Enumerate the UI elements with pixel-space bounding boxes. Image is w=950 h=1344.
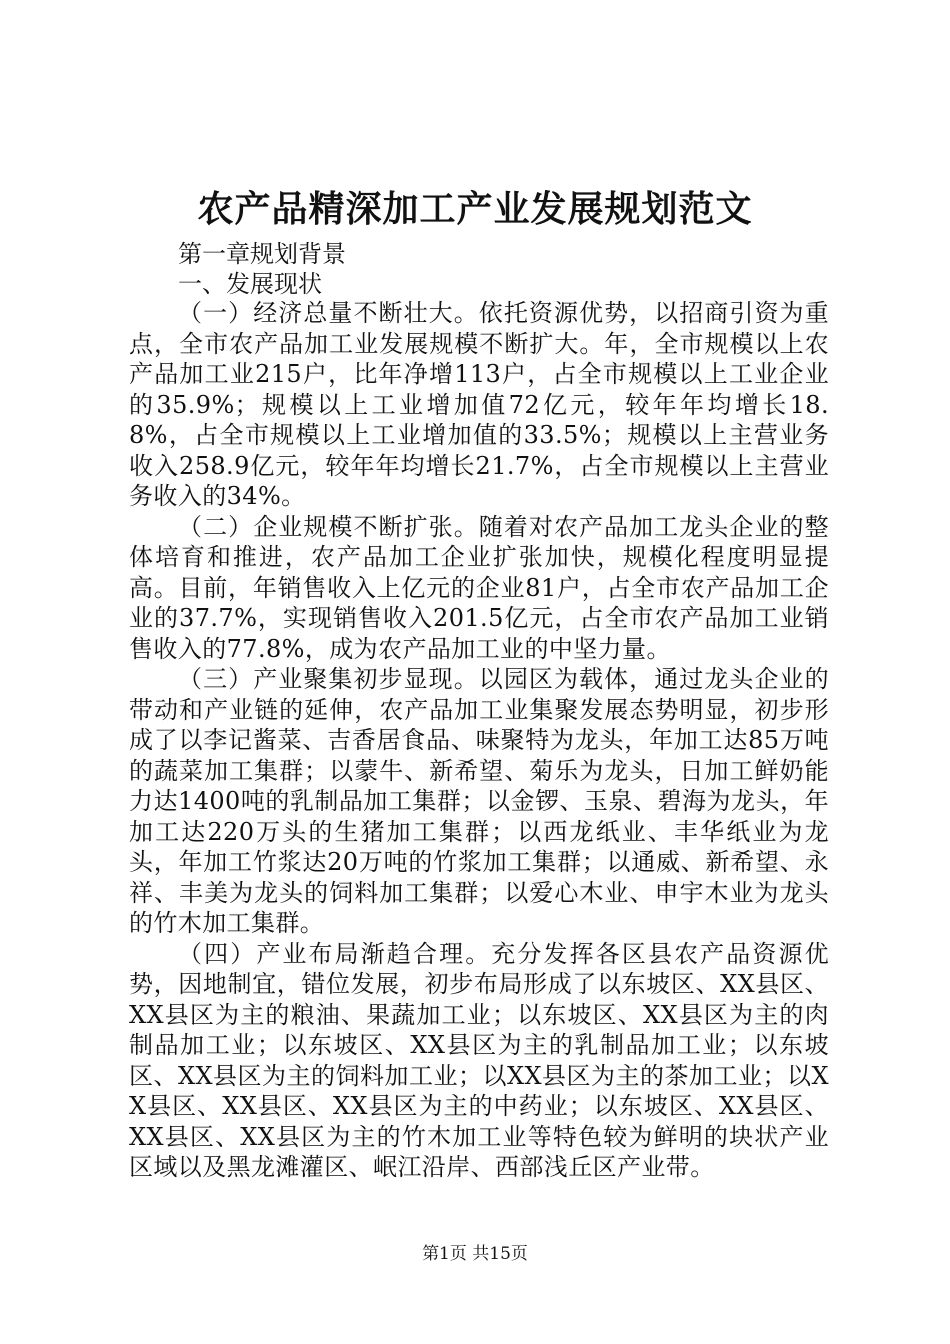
paragraph-enterprise-scale: （二）企业规模不断扩张。随着对农产品加工龙头企业的整体培育和推进，农产品加工企业扩张加快，规模化程度明显提高。目前，年销售收入上亿元的企业81户，占全市农产品加工企业的37.7%，实现销售收入201.5亿元，占全市农产品加工业销售收入的77.8%，成为农产品加工业的中坚力量。	[129, 512, 829, 663]
section-heading: 一、发展现状	[178, 270, 322, 298]
page-number-footer: 第1页 共15页	[422, 1244, 528, 1264]
document-title: 农产品精深加工产业发展规划范文	[197, 188, 753, 230]
paragraph-industry-cluster: （三）产业聚集初步显现。以园区为载体，通过龙头企业的带动和产业链的延伸，农产品加工业集聚发展态势明显，初步形成了以李记酱菜、吉香居食品、味聚特为龙头，年加工达85万吨的蔬菜加工集群；以蒙牛、新希望、菊乐为龙头，日加工鲜奶能力达1400吨的乳制品加工集群；以金锣、玉泉、碧海为龙头，年加工达220万头的生猪加工集群；以西龙纸业、丰华纸业为龙头，年加工竹浆达20万吨的竹浆加工集群；以通威、新希望、永祥、丰美为龙头的饲料加工集群；以爱心木业、申宇木业为龙头的竹木加工集群。	[129, 665, 829, 937]
document-body	[129, 298, 829, 1183]
chapter-heading: 第一章规划背景	[178, 240, 346, 268]
paragraph-economic-scale: （一）经济总量不断壮大。依托资源优势，以招商引资为重点，全市农产品加工业发展规模不断扩大。年，全市规模以上农产品加工业215户，比年净增113户，占全市规模以上工业企业的35.9%；规模以上工业增加值72亿元，较年年均增长18.8%，占全市规模以上工业增加值的33.5%；规模以上主营业务收入258.9亿元，较年年均增长21.7%，占全市规模以上主营业务收入的34%。	[129, 299, 829, 510]
paragraph-industry-layout: （四）产业布局渐趋合理。充分发挥各区县农产品资源优势，因地制宜，错位发展，初步布局形成了以东坡区、XX县区、XX县区为主的粮油、果蔬加工业；以东坡区、XX县区为主的肉制品加工业；以东坡区、XX县区为主的乳制品加工业；以东坡区、XX县区为主的饲料加工业；以XX县区为主的茶加工业；以XX县区、XX县区、XX县区为主的中药业；以东坡区、XX县区、XX县区、XX县区为主的竹木加工业等特色较为鲜明的块状产业区域以及黑龙滩灌区、岷江沿岸、西部浅丘区产业带。	[129, 939, 829, 1181]
